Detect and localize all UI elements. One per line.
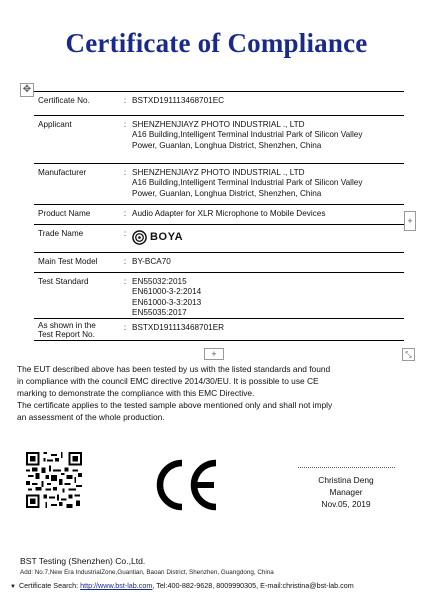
issuer-address: Add: No.7,New Era IndustrialZone,Guantian, Baoan District, Shenzhen, Guangdong, China bbox=[20, 569, 274, 576]
row-value bbox=[132, 92, 404, 115]
row-value bbox=[132, 225, 404, 252]
certificate-details-table bbox=[34, 91, 404, 341]
row-label: Certificate No. bbox=[38, 96, 90, 105]
table-row bbox=[34, 116, 404, 164]
signature-line bbox=[298, 467, 395, 468]
certificate-number: BSTXD191113468701EC bbox=[132, 96, 225, 105]
certificate-search-label: Certificate Search: bbox=[18, 581, 79, 590]
row-value bbox=[132, 164, 404, 204]
row-colon: : bbox=[123, 96, 127, 105]
table-row bbox=[34, 225, 404, 253]
issue-date: Nov.05, 2019 bbox=[321, 499, 371, 509]
statement-line: in compliance with the council EMC directive 2014/30/EU. It is possible to use CE bbox=[17, 376, 319, 386]
test-standard: EN61000-3-3:2013 bbox=[132, 297, 202, 307]
applicant-address-line: A16 Building,Intelligent Terminal Industrial Park of Silicon Valley bbox=[132, 130, 363, 140]
table-row bbox=[34, 253, 404, 273]
row-colon: : bbox=[123, 257, 127, 266]
row-value bbox=[132, 319, 404, 340]
row-colon: : bbox=[123, 229, 127, 238]
statement-line: marking to demonstrate the compliance with this EMC Directive. bbox=[17, 388, 255, 398]
manufacturer-name: SHENZHENJIAYZ PHOTO INDUSTRIAL ., LTD bbox=[132, 168, 305, 177]
applicant-address-line: Power, Guanlan, Longhua District, Shenzhen, China bbox=[132, 140, 322, 150]
statement-line: an assessment of the whole production. bbox=[17, 412, 165, 422]
row-label: Manufacturer bbox=[38, 168, 87, 177]
ce-mark-label: CE bbox=[152, 457, 154, 458]
test-standard: EN61000-3-2:2014 bbox=[132, 287, 202, 297]
table-resize-icon[interactable]: ⤡ bbox=[402, 348, 415, 361]
row-value bbox=[132, 253, 404, 272]
compliance-statement bbox=[17, 363, 417, 423]
contact-info: Tel:400-882-9628, 8009990305, E-mail:christina@bst-lab.com bbox=[156, 581, 354, 590]
table-row bbox=[34, 273, 404, 319]
row-label-line: Test Report No. bbox=[38, 330, 95, 339]
row-label: Applicant bbox=[38, 120, 72, 129]
row-value bbox=[132, 205, 404, 224]
row-colon: : bbox=[123, 209, 127, 218]
add-column-plus-icon[interactable]: + bbox=[404, 211, 416, 231]
boya-logo bbox=[132, 229, 402, 245]
row-label: Test Standard bbox=[38, 277, 89, 286]
test-report-number: BSTXD191113468701ER bbox=[132, 323, 225, 332]
applicant-name: SHENZHENJIAYZ PHOTO INDUSTRIAL ., LTD bbox=[132, 120, 305, 129]
boya-logo-mark-icon bbox=[132, 230, 147, 245]
table-move-handle-icon[interactable]: ✥ bbox=[20, 83, 34, 97]
row-label: Main Test Model bbox=[38, 257, 98, 266]
table-row bbox=[34, 205, 404, 225]
test-standard: EN55032:2015 bbox=[132, 277, 187, 286]
signer-role: Manager bbox=[329, 487, 363, 497]
triangle-down-icon: ▼ bbox=[10, 584, 16, 590]
row-colon: : bbox=[123, 120, 127, 129]
add-row-plus-icon[interactable]: + bbox=[204, 348, 224, 360]
ce-mark-icon bbox=[152, 457, 222, 513]
test-standard: EN55035:2017 bbox=[132, 307, 187, 317]
issuer-company: BST Testing (Shenzhen) Co.,Ltd. bbox=[20, 556, 146, 566]
table-row bbox=[34, 164, 404, 205]
statement-line: The certificate applies to the tested sample above mentioned only and shall not imply bbox=[17, 400, 333, 410]
row-colon: : bbox=[123, 168, 127, 177]
main-test-model: BY-BCA70 bbox=[132, 257, 171, 266]
manufacturer-address-line: A16 Building,Intelligent Terminal Industrial Park of Silicon Valley bbox=[132, 178, 363, 188]
row-colon: : bbox=[123, 323, 127, 332]
qr-code-icon bbox=[26, 452, 82, 508]
row-label-line: As shown in the bbox=[38, 321, 96, 330]
signer-name: Christina Deng bbox=[318, 475, 374, 485]
statement-line: The EUT described above has been tested by us with the listed standards and found bbox=[17, 364, 331, 374]
row-label: Product Name bbox=[38, 209, 91, 218]
signer-block bbox=[286, 474, 406, 510]
certificate-title: Certificate of Compliance bbox=[65, 28, 368, 58]
table-row bbox=[34, 319, 404, 341]
row-label bbox=[34, 319, 118, 340]
row-label: Trade Name bbox=[38, 229, 84, 238]
manufacturer-address-line: Power, Guanlan, Longhua District, Shenzhen, China bbox=[132, 188, 322, 198]
row-value bbox=[132, 273, 404, 318]
row-colon: : bbox=[123, 277, 127, 286]
trade-name: BOYA bbox=[150, 230, 184, 243]
certificate-search-row: ▼ Certificate Search: http://www.bst-lab.com, Tel:400-882-9628, 8009990305, E-mail:christina@bst-lab.com bbox=[10, 581, 354, 590]
certificate-search-link[interactable]: http://www.bst-lab.com bbox=[80, 581, 153, 590]
product-name: Audio Adapter for XLR Microphone to Mobile Devices bbox=[132, 209, 326, 218]
table-row bbox=[34, 92, 404, 116]
row-value bbox=[132, 116, 404, 163]
